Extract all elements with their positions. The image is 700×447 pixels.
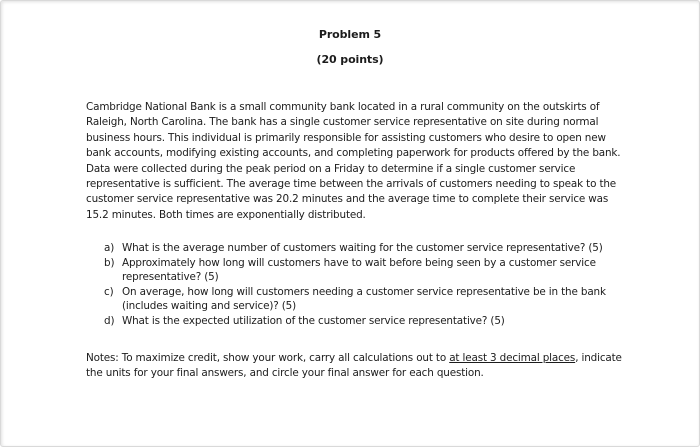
notes-paragraph	[86, 351, 626, 382]
problem-description: Cambridge National Bank is a small community bank located in a rural community on the outskirts of Raleigh, North Carolina. The bank has a single customer service representative on site during normal business hours. This individual is primarily responsible for assisting customers who desire to open new bank accounts, modifying existing accounts, and completing paperwork for products offered by the bank. Data were collected during the peak period on a Friday to determine if a single customer service representative is sufficient. The average time between the arrivals of customers needing to speak to the customer service representative was 20.2 minutes and the average time to complete their service was 15.2 minutes. Both times are exponentially distributed.	[86, 101, 621, 221]
question-text: On average, how long will customers needing a customer service representative be in the bank (includes waiting and service)? (5)	[122, 285, 606, 313]
question-text: What is the average number of customers waiting for the customer service representative? (5)	[122, 242, 603, 254]
question-label: c)	[104, 285, 114, 298]
question-item-a	[104, 241, 624, 256]
notes-underlined-text: at least 3 decimal places	[449, 352, 576, 364]
question-item-b	[104, 256, 624, 285]
question-item-d	[104, 314, 624, 329]
notes-text-before: Notes: To maximize credit, show your work, carry all calculations out to	[86, 352, 450, 364]
question-label: b)	[104, 256, 115, 269]
notes-text-after: , indicate the units for your final answers, and circle your final answer for each question.	[86, 352, 622, 380]
problem-title: Problem 5	[318, 28, 382, 41]
question-text: What is the expected utilization of the customer service representative? (5)	[122, 314, 505, 327]
question-item-c	[104, 285, 624, 314]
question-label: a)	[104, 242, 115, 254]
question-label: d)	[104, 314, 115, 327]
question-text: Approximately how long will customers have to wait before being seen by a customer service representative? (5)	[122, 256, 596, 284]
problem-points: (20 points)	[316, 53, 384, 66]
question-list	[104, 241, 624, 329]
